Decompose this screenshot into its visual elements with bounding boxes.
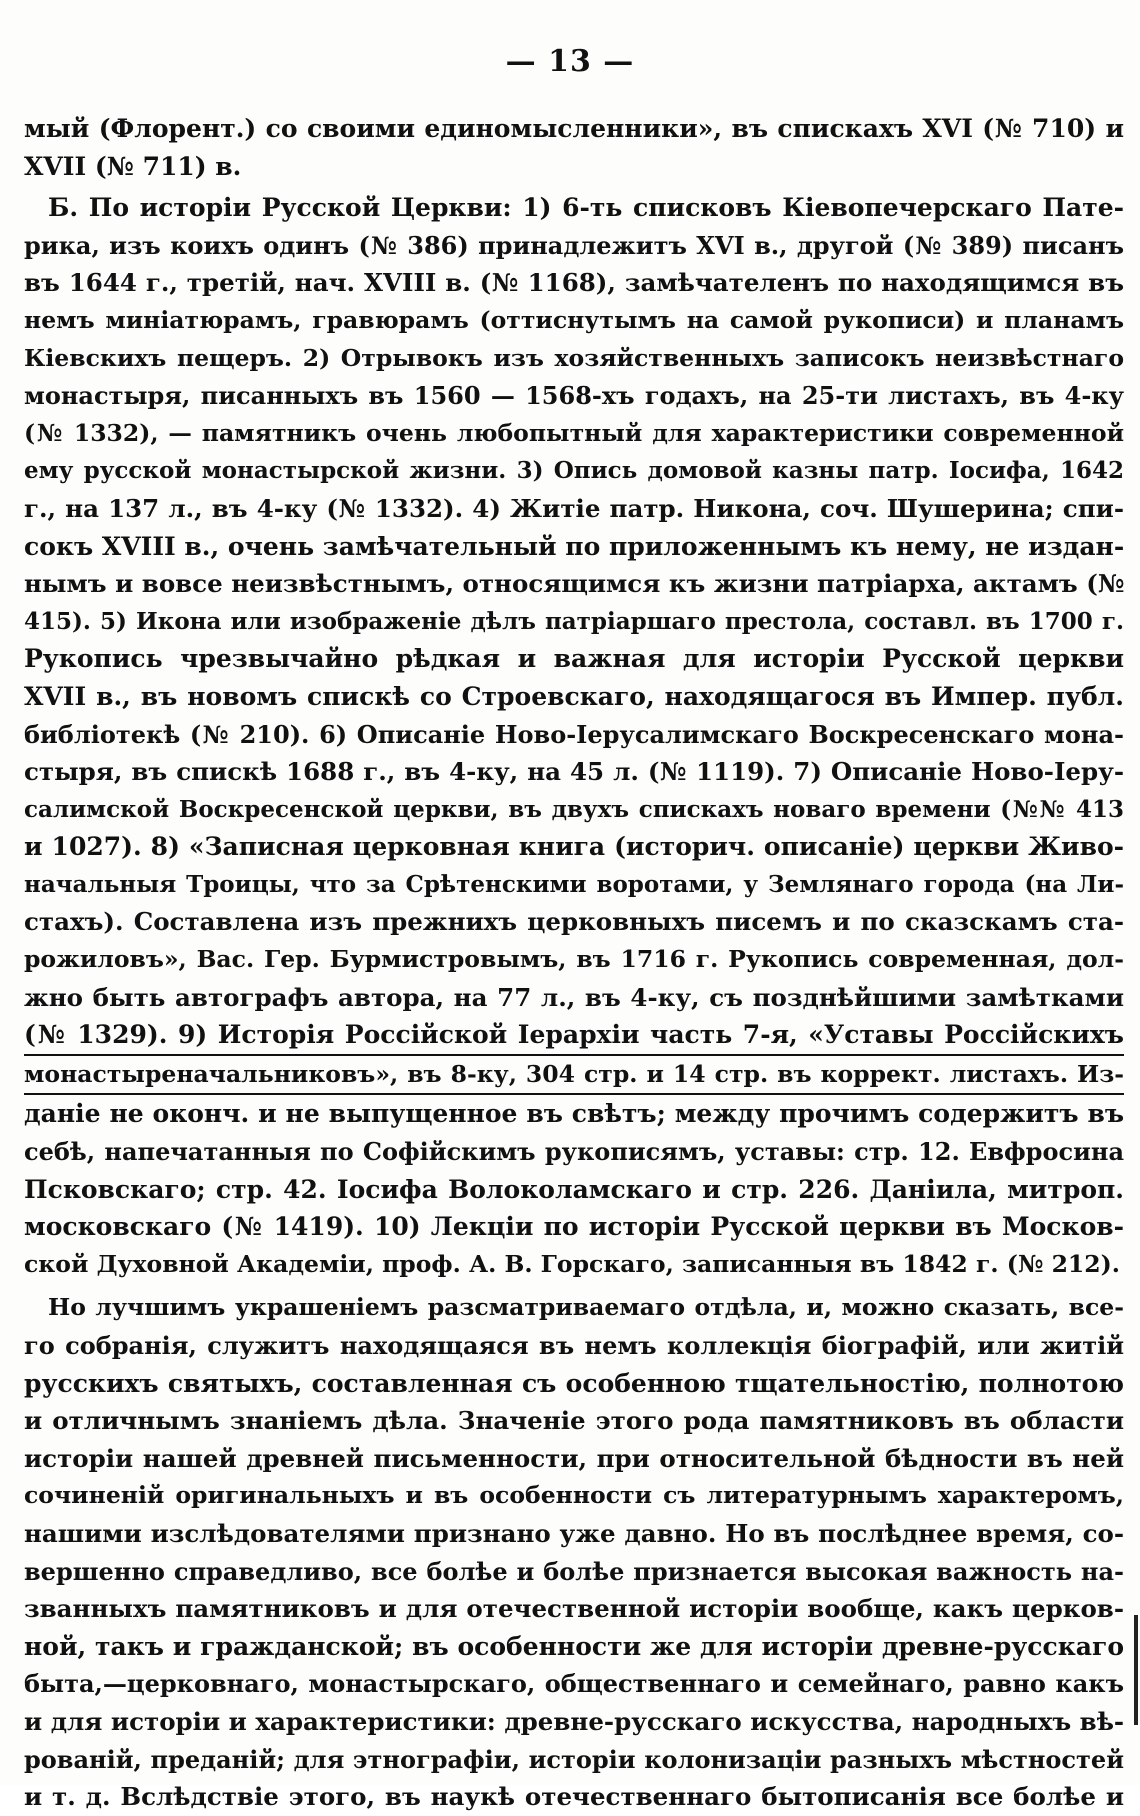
text-line: монастыря, писанныхъ въ 1560 — 1568-хъ годахъ, на 25-ти листахъ, въ 4-ку bbox=[24, 381, 1124, 411]
text-line: салимской Воскресенской церкви, въ двухъ спискахъ новаго времени (№№ 413 bbox=[24, 795, 1124, 823]
text-line: быта,—церковнаго, монастырскаго, общественнаго и семейнаго, равно какъ bbox=[24, 1669, 1124, 1699]
text-line: мый (Флорент.) со своими единомысленники», въ спискахъ XVI (№ 710) и bbox=[24, 114, 1124, 143]
text-line: въ 1644 г., третій, нач. XVIII в. (№ 1168), замѣчателенъ по находящимся въ bbox=[24, 268, 1124, 298]
text-line: библіотекѣ (№ 210). 6) Описаніе Ново-Іерусалимскаго Воскресенскаго мона- bbox=[24, 719, 1124, 749]
text-line: русскихъ святыхъ, составленная съ особенною тщательностію, полнотою bbox=[24, 1368, 1124, 1398]
text-line: ской Духовной Академіи, проф. А. В. Горскаго, записанныя въ 1842 г. (№ 212). bbox=[24, 1249, 1120, 1278]
text-line: ной, такъ и гражданской; въ особенности же для исторіи древне-русскаго bbox=[24, 1631, 1124, 1661]
text-line: рованій, преданій; для этнографіи, исторіи колонизаціи разныхъ мѣстностей bbox=[24, 1744, 1124, 1774]
text-line: жно быть автографъ автора, на 77 л., въ 4-ку, съ позднѣйшими замѣтками bbox=[24, 982, 1124, 1012]
text-line: вершенно справедливо, все болѣе и болѣе признается высокая важность на- bbox=[24, 1556, 1124, 1586]
body-text bbox=[24, 110, 1124, 1816]
text-line: Псковскаго; стр. 42. Іосифа Волоколамскаго и стр. 226. Даніила, митроп. bbox=[24, 1174, 1124, 1204]
page-number: — 13 — bbox=[505, 44, 635, 79]
paragraph-1 bbox=[24, 110, 1124, 185]
paragraph-2 bbox=[24, 189, 1124, 1283]
text-line: XVII (№ 711) в. bbox=[24, 151, 242, 181]
text-line: стахъ). Составлена изъ прежнихъ церковныхъ писемъ и по сказскамъ ста- bbox=[24, 907, 1124, 937]
text-line: Рукопись чрезвычайно рѣдкая и важная для исторіи Русской церкви bbox=[24, 644, 1124, 674]
text-line: Кіевскихъ пещеръ. 2) Отрывокъ изъ хозяйственныхъ записокъ неизвѣстнаго bbox=[24, 343, 1124, 372]
text-line: даніе не оконч. и не выпущенное въ свѣтъ; между прочимъ содержитъ въ bbox=[24, 1099, 1124, 1129]
text-line: и 1027). 8) «Записная церковная книга (историч. описаніе) церкви Живо- bbox=[24, 832, 1124, 862]
text-line: го собранія, служитъ находящаяся въ немъ коллекція біографій, или житій bbox=[24, 1331, 1124, 1360]
text-line: нашими изслѣдователями признано уже давно. Но въ послѣднее время, со- bbox=[24, 1518, 1124, 1548]
text-line: г., на 137 л., въ 4-ку (№ 1332). 4) Житіе патр. Никона, соч. Шушерина; спи- bbox=[24, 493, 1124, 523]
text-line: немъ миніатюрамъ, гравюрамъ (оттиснутымъ на самой рукописи) и планамъ bbox=[24, 305, 1124, 334]
text-line: исторіи нашей древней письменности, при относительной бѣдности въ ней bbox=[24, 1443, 1124, 1473]
text-line: сокъ XVIII в., очень замѣчательный по приложеннымъ къ нему, не издан- bbox=[24, 531, 1125, 561]
text-line: и для исторіи и характеристики: древне-русскаго искусства, народныхъ вѣ- bbox=[24, 1706, 1125, 1736]
text-line: Но лучшимъ украшеніемъ разсматриваемаго отдѣла, и, можно сказать, все- bbox=[48, 1293, 1124, 1322]
paragraph-3 bbox=[24, 1289, 1124, 1815]
text-line: себѣ, напечатанныя по Софійскимъ рукописямъ, уставы: стр. 12. Евфросина bbox=[24, 1137, 1124, 1167]
text-line: сочиненій оригинальныхъ и въ особенности съ литературнымъ характеромъ, bbox=[24, 1481, 1124, 1510]
text-line-underlined: монастыреначальниковъ», въ 8-ку, 304 стр. и 14 стр. въ коррект. листахъ. Из- bbox=[24, 1056, 1124, 1096]
text-line: Б. По исторіи Русской Церкви: 1) 6-ть списковъ Кіевопечерскаго Пате- bbox=[48, 193, 1124, 223]
text-line: званныхъ памятниковъ и для отечественной исторіи вообще, какъ церков- bbox=[24, 1594, 1124, 1624]
text-line: 415). 5) Икона или изображеніе дѣлъ патріаршаго престола, составл. въ 1700 г. bbox=[24, 607, 1124, 635]
text-line: стыря, въ спискѣ 1688 г., въ 4-ку, на 45 л. (№ 1119). 7) Описаніе Ново-Іеру- bbox=[24, 757, 1124, 787]
text-line: ему русской монастырской жизни. 3) Опись домовой казны патр. Іосифа, 1642 bbox=[24, 457, 1124, 485]
text-line: начальныя Троицы, что за Срѣтенскими воротами, у Землянаго города (на Ли- bbox=[24, 870, 1124, 898]
text-line: (№ 1332), — памятникъ очень любопытный для характеристики современной bbox=[24, 418, 1124, 447]
text-line: рожиловъ», Вас. Гер. Бурмистровымъ, въ 1716 г. Рукопись современная, дол- bbox=[24, 945, 1124, 974]
text-line: и т. д. Вслѣдствіе этого, въ наукѣ отечественнаго бытописанія все болѣе и bbox=[24, 1782, 1124, 1812]
text-line: нымъ и вовсе неизвѣстнымъ, относящимся къ жизни патріарха, актамъ (№ bbox=[24, 569, 1125, 599]
text-line: московскаго (№ 1419). 10) Лекціи по исторіи Русской церкви въ Москов- bbox=[24, 1212, 1124, 1242]
text-line: XVII в., въ новомъ спискѣ со Строевскаго, находящагося въ Импер. публ. bbox=[24, 681, 1124, 711]
text-line-underlined: (№ 1329). 9) Исторія Россійской Іерархіи часть 7-я, «Уставы Россійскихъ bbox=[24, 1016, 1124, 1056]
scan-edge-mark bbox=[1134, 1615, 1138, 1725]
text-line: и отличнымъ знаніемъ дѣла. Значеніе этого рода памятниковъ въ области bbox=[24, 1406, 1124, 1436]
text-line: рика, изъ коихъ одинъ (№ 386) принадлежитъ XVI в., другой (№ 389) писанъ bbox=[24, 230, 1124, 260]
